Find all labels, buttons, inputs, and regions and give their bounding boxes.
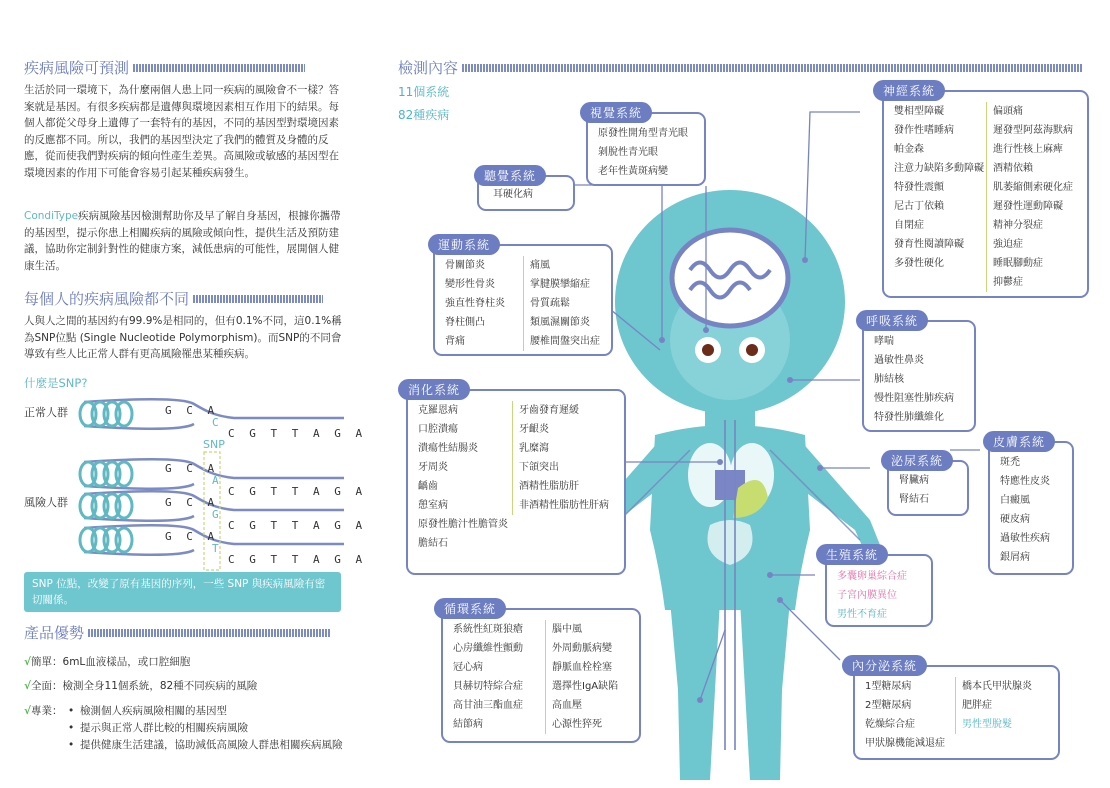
list-item: 強直性脊柱炎 [445, 298, 505, 309]
circulatory-system-list-left [453, 620, 549, 734]
list-item: 腦中風 [552, 624, 582, 635]
list-item: • 提示與正常人群比較的相關疾病風險 [68, 722, 248, 734]
list-item: 靜脈血栓栓塞 [552, 662, 612, 673]
check-icon: √ [24, 705, 32, 717]
list-item: 心房纖維性顫動 [453, 643, 523, 654]
list-item: 精神分裂症 [993, 220, 1043, 231]
circulatory-system-title: 循環系統 [434, 598, 506, 619]
list-item: 耳硬化病 [493, 189, 533, 200]
list-item: 骨質疏鬆 [530, 298, 570, 309]
list-item: 過敏性鼻炎 [874, 355, 924, 366]
list-item: 腎結石 [899, 494, 929, 505]
respiratory-system-list [874, 332, 954, 427]
brand-name: CondiType [24, 210, 79, 222]
list-item: 牙齦炎 [519, 424, 549, 435]
list-item: 肌萎縮側索硬化症 [993, 182, 1073, 193]
respiratory-system-box [862, 320, 976, 432]
dna-prefix: G C A [165, 530, 219, 543]
advantage-simple: √簡單：6mL血液樣品，或口腔細胞 [24, 656, 191, 668]
vision-system-list [598, 124, 688, 181]
list-item: 慢性阻塞性肺疾病 [874, 393, 954, 404]
systems-count: 11個系統 [398, 85, 450, 99]
list-item: 系統性紅斑狼瘡 [453, 624, 523, 635]
list-item: 遲發型阿茲海默病 [993, 125, 1073, 136]
skin-system-list [1000, 453, 1050, 567]
list-item: 1型糖尿病 [865, 681, 912, 692]
snp-paragraph: 人與人之間的基因約有99.9%是相同的，但有0.1%不同，這0.1%稱為SNP位點 (Single Nucleotide Polymorphism)。而SNP的不同會導致有些人比正常人群有更高風險罹患某種疾病。 [24, 315, 342, 360]
dna-prefix: G C A [165, 496, 219, 509]
list-item: 類風濕關節炎 [530, 317, 590, 328]
circulatory-system-box [441, 608, 641, 743]
hearing-system-list [493, 185, 533, 204]
endocrine-system-list-left [865, 677, 961, 753]
endocrine-system-title: 內分泌系統 [842, 655, 927, 676]
list-item: 老年性黃斑病變 [598, 166, 668, 177]
snp-question: 什麼是SNP? [24, 376, 88, 390]
heading-risk-differs: 每個人的疾病風險都不同 [24, 288, 323, 309]
nervous-system-list-right [986, 102, 1073, 292]
nervous-system-list-left [894, 102, 992, 273]
list-item: 選擇性IgA缺陷 [552, 681, 619, 692]
risk-population-label: 風險人群 [24, 496, 68, 509]
list-item: 下頜突出 [519, 462, 559, 473]
list-item: 肺結核 [874, 374, 904, 385]
list-item: 剝脫性青光眼 [598, 147, 658, 158]
advantage-comprehensive: √全面：檢測全身11個系統，82種不同疾病的風險 [24, 680, 258, 692]
list-item: 口腔潰瘍 [418, 424, 458, 435]
list-item: 掌腱膜攣縮症 [530, 279, 590, 290]
list-item: 原發性膽汁性膽管炎 [418, 519, 508, 530]
urinary-system-title: 泌尿系統 [881, 450, 953, 471]
heading-risk-predictable: 疾病風險可預測 [24, 57, 305, 78]
list-item: 遲發性運動障礙 [993, 201, 1063, 212]
list-item: 憩室病 [418, 500, 448, 511]
dna-prefix: G C A [165, 462, 219, 475]
list-item: 發育性閱讀障礙 [894, 239, 964, 250]
list-item: 多囊卵巢綜合症 [837, 571, 907, 582]
list-item: 尼古丁依賴 [894, 201, 944, 212]
heading-test-content: 檢測內容 [398, 57, 1082, 78]
list-item: 冠心病 [453, 662, 483, 673]
skin-system-title: 皮膚系統 [983, 431, 1055, 452]
motor-system-list-right [523, 256, 600, 351]
list-item: 原發性開角型青光眼 [598, 128, 688, 139]
list-item: • 提供健康生活建議，協助減低高風險人群患相關疾病風險 [68, 739, 343, 751]
list-item: 抑鬱症 [993, 277, 1023, 288]
list-item: 高甘油三酯血症 [453, 700, 523, 711]
dna-risk-base: A [212, 474, 223, 487]
dna-prefix: G C A [165, 404, 219, 417]
list-item: 發作性嗜睡病 [894, 125, 954, 136]
endocrine-system-box [853, 665, 1060, 760]
list-item: 高血壓 [552, 700, 582, 711]
dna-risk-base: T [212, 542, 223, 555]
list-item: 骨關節炎 [445, 260, 485, 271]
list-item: 酒精性脂肪肝 [519, 481, 579, 492]
vision-system-box [586, 112, 706, 186]
list-item: 肥胖症 [962, 700, 992, 711]
list-item: 過敏性疾病 [1000, 533, 1050, 544]
dna-suffix: C G T T A G A [228, 485, 367, 498]
list-item: • 檢測個人疾病風險相關的基因型 [68, 705, 227, 717]
list-item: 腎臟病 [899, 475, 929, 486]
list-item: 心源性猝死 [552, 719, 602, 730]
list-item: 牙齒發育遲緩 [519, 405, 579, 416]
dna-suffix: C G T T A G A [228, 427, 367, 440]
endocrine-system-list-right [955, 677, 1032, 734]
snp-tag: SNP [203, 438, 225, 451]
list-item: 注意力缺陷多動障礙 [894, 163, 984, 174]
digestive-system-title: 消化系統 [398, 379, 470, 400]
dna-normal-base: C [212, 416, 223, 429]
list-item: 腰椎間盤突出症 [530, 336, 600, 347]
vision-system-title: 視覺系統 [580, 102, 652, 123]
list-item: 男性不育症 [837, 609, 887, 620]
motor-system-box [433, 244, 613, 356]
list-item: 貝赫切特綜合症 [453, 681, 523, 692]
condetype-paragraph: CondiType疾病風險基因檢測幫助你及早了解自身基因，根據你攜帶的基因型，提示你患上相關疾病的風險或傾向性，提供生活及預防建議，協助你定制針對性的健康方案，減低患病的可能性，展開個人健康生活。 [24, 210, 341, 272]
reproductive-system-title: 生殖系統 [816, 544, 888, 565]
reproductive-system-list [837, 567, 907, 624]
dna-risk-base: G [212, 508, 223, 521]
motor-system-title: 運動系統 [428, 234, 500, 255]
hearing-system-title: 聽覺系統 [474, 165, 546, 186]
list-item: 乾燥綜合症 [865, 719, 915, 730]
motor-system-list-left [445, 256, 529, 351]
digestive-system-list-left [418, 401, 510, 553]
list-item: 硬皮病 [1000, 514, 1030, 525]
list-item: 甲狀腺機能減退症 [865, 738, 945, 749]
list-item: 酒精依賴 [993, 163, 1033, 174]
list-item: 橋本氏甲狀腺炎 [962, 681, 1032, 692]
list-item: 膽結石 [418, 538, 448, 549]
list-item: 強迫症 [993, 239, 1023, 250]
snp-note: SNP 位點，改變了原有基因的序列，一些 SNP 與疾病風險有密切關係。 [24, 572, 341, 612]
check-icon: √ [24, 680, 32, 692]
list-item: 2型糖尿病 [865, 700, 912, 711]
normal-population-label: 正常人群 [24, 406, 68, 419]
list-item: 結節病 [453, 719, 483, 730]
skin-system-box [988, 441, 1074, 575]
list-item: 外周動脈病變 [552, 643, 612, 654]
advantage-professional: √專業： [24, 705, 63, 717]
dna-suffix: C G T T A G A [228, 553, 367, 566]
list-item: 帕金森 [894, 144, 924, 155]
digestive-system-box [406, 389, 626, 575]
list-item: 牙周炎 [418, 462, 448, 473]
list-item: 睡眠腳動症 [993, 258, 1043, 269]
list-item: 銀屑病 [1000, 552, 1030, 563]
list-item: 哮喘 [874, 336, 894, 347]
list-item: 白癜風 [1000, 495, 1030, 506]
list-item: 偏頭痛 [993, 106, 1023, 117]
list-item: 特發性震顫 [894, 182, 944, 193]
list-item: 痛風 [530, 260, 550, 271]
list-item: 特發性肺纖維化 [874, 412, 944, 423]
list-item: 背痛 [445, 336, 465, 347]
urinary-system-list [899, 471, 929, 509]
list-item: 多發性硬化 [894, 258, 944, 269]
list-item: 非酒精性脂肪性肝病 [519, 500, 609, 511]
digestive-system-list-right [512, 401, 615, 515]
heading-product-advantages: 產品優勢 [24, 622, 330, 643]
check-icon: √ [24, 656, 32, 668]
respiratory-system-title: 呼吸系統 [856, 310, 928, 331]
nervous-system-title: 神經系統 [873, 80, 945, 101]
disease-count: 82種疾病 [398, 108, 450, 122]
dna-suffix: C G T T A G A [228, 519, 367, 532]
list-item: 進行性核上麻痺 [993, 144, 1063, 155]
list-item: 潰瘍性結腸炎 [418, 443, 478, 454]
list-item: 子宮內膜異位 [837, 590, 897, 601]
circulatory-system-list-right [545, 620, 618, 734]
list-item: 脊柱側凸 [445, 317, 485, 328]
list-item: 自閉症 [894, 220, 924, 231]
list-item: 克羅恩病 [418, 405, 458, 416]
list-item: 特應性皮炎 [1000, 476, 1050, 487]
list-item: 變形性骨炎 [445, 279, 495, 290]
list-item: 斑禿 [1000, 457, 1020, 468]
list-item: 乳糜瀉 [519, 443, 549, 454]
list-item: 男性型脫髮 [962, 719, 1012, 730]
list-item: 雙相型障礙 [894, 106, 944, 117]
nervous-system-box [882, 90, 1089, 298]
list-item: 齲齒 [418, 481, 438, 492]
intro-paragraph: 生活於同一環境下，為什麼兩個人患上同一疾病的風險會不一樣？答案就是基因。有很多疾病都是遺傳與環境因素相互作用下的結果。每個人都從父母身上遺傳了一套特有的基因，不同的基因型對環境因素的反應都不同。所以，我們的基因型決定了我們的體質及身體的反應，從而使我們對疾病的傾向性產生差異。高風險或敏感的基因型在環境因素的作用下可能會容易引起某種疾病發生。 [24, 84, 339, 179]
